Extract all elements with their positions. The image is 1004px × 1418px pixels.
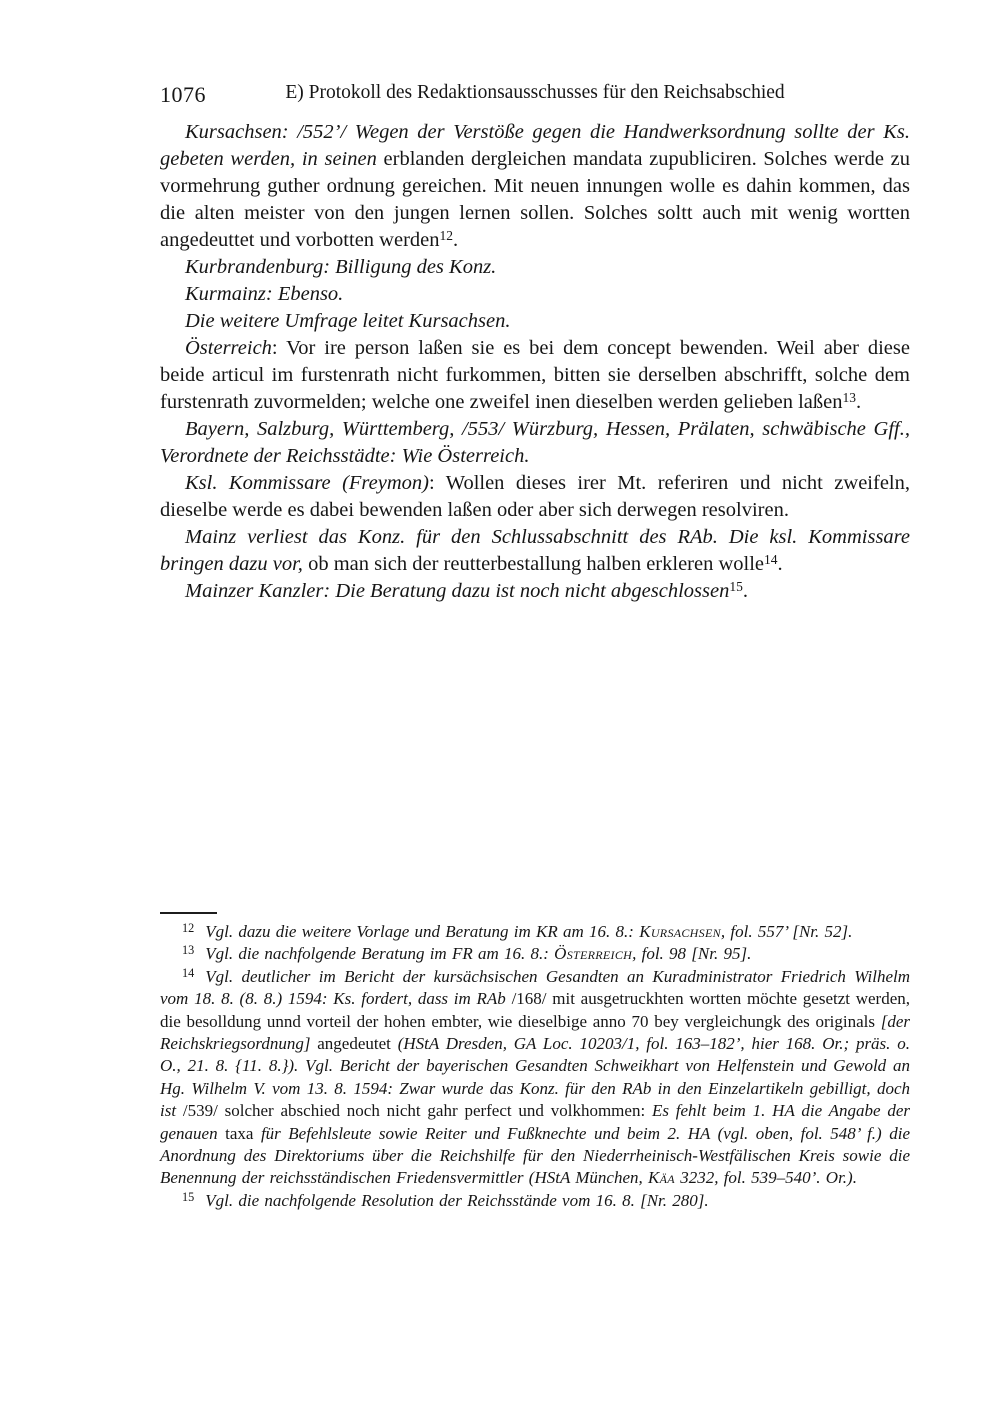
main-text-block (160, 119, 910, 605)
footnote-separator-rule (160, 912, 217, 914)
text-segment: . (777, 553, 783, 575)
text-segment: erblanden dergleichen mandata zupubliciren. Solches werde zu vormehrung guther ordnung gereichen. Mit neuen innungen wolle es dahin kommen, das die alten meister von den jungen lernen sollen. Solches soltt auch mit wenig wortten angedeuttet und vorbotten werden (160, 148, 910, 251)
running-head (160, 82, 910, 108)
footnote (160, 943, 910, 965)
text-segment: Die weitere Umfrage leitet Kursachsen. (185, 310, 511, 332)
footnote-list (160, 921, 910, 1212)
text-segment: Vgl. die nachfolgende Resolution der Reichsstände vom 16. 8. [Nr. 280]. (205, 1190, 709, 1210)
footnotes-section (160, 912, 910, 1212)
footnote (160, 966, 910, 1190)
footnote-ref: 15 (729, 578, 743, 594)
footnote-ref: 13 (842, 389, 856, 405)
text-segment: Ksl. Kommissare (Freymon) (185, 472, 429, 494)
body-paragraph (160, 281, 910, 308)
text-segment: . (855, 391, 862, 413)
text-segment: ob man sich der reutterbestallung halben erkleren wolle (308, 553, 765, 575)
text-segment: . (453, 229, 459, 251)
body-paragraph (160, 416, 910, 470)
footnote-number: 15 (182, 1189, 195, 1204)
body-paragraph (160, 578, 910, 605)
text-segment: Österreich (185, 337, 272, 359)
footnote (160, 921, 910, 943)
text-segment: Käa (648, 1168, 675, 1188)
footnote (160, 1190, 910, 1212)
text-segment: /539/ solcher abschied noch nicht gahr perfect und volkhommen: (182, 1101, 652, 1121)
text-segment: angedeutet (317, 1034, 398, 1054)
body-paragraph (160, 308, 910, 335)
text-segment: /168/ mit ausgetruckhten wortten möchte gesetzt werden, die besolldung unnd vorteil der hohen embter, wie dieselbige anno 70 bey vergleichungk des originals (160, 989, 910, 1031)
text-segment: Mainz verliest das Konz. für den Schlussabschnitt des RAb. Die ksl. Kommissare bringen dazu vor, (160, 526, 910, 575)
body-paragraph (160, 254, 910, 281)
text-segment: (HStA Dresden, GA Loc. 10203/1, fol. 163–182’, hier 168. Or.; präs. o. O., 21. 8. {11. 8.}). Vgl. Bericht der bayerischen Gesandten Schweikhart von Helfenstein und Gewold an Hg. Wilhelm V. vom 13. 8. 1594: Zwar wurde das Konz. für den RAb in den Einzelartikeln gebilligt, doch ist (160, 1034, 910, 1121)
text-segment: Vgl. dazu die weitere Vorlage und Beratung im KR am 16. 8.: (205, 922, 640, 941)
footnote-ref: 12 (439, 227, 454, 243)
footnote-ref: 14 (764, 551, 778, 567)
footnote-number: 12 (182, 920, 195, 935)
text-segment: Vgl. deutlicher im Bericht der kursächsischen Gesandten an Kuradministrator Friedrich Wilhelm vom 18. 8. (8. 8.) 1594: Ks. fordert, dass im RAb (160, 966, 910, 1009)
text-segment: , fol. 557’ [Nr. 52]. (720, 922, 853, 941)
text-segment: , fol. 98 [Nr. 95]. (632, 944, 752, 964)
text-segment: : Vor ire person laßen sie es bei dem concept bewenden. Weil aber diese beide articul im furstenrath nicht furkommen, bitten sie derselben abschrifft, solche dem furstenrath zuvormelden; welche one zweifel inen dieselben werden gelieben laßen (160, 337, 910, 413)
text-segment: Es fehlt beim 1. HA die Angabe der genauen (160, 1101, 910, 1143)
text-segment: : Wollen dieses irer Mt. referiren und nicht zweifeln, dieselbe werde es dabei bewenden laßen oder aber sich derwegen resolviren. (160, 472, 910, 521)
text-segment: Mainzer Kanzler: Die Beratung dazu ist noch nicht abgeschlossen (185, 580, 730, 602)
text-segment: . (742, 580, 748, 602)
body-paragraph (160, 335, 910, 416)
text-segment: Kursachsen: /552’/ Wegen der Verstöße gegen die Handwerksordnung sollte der Ks. gebeten werden, in seinen (160, 121, 910, 170)
text-segment: 3232, fol. 539–540’. Or.). (674, 1168, 857, 1188)
running-head-title: E) Protokoll des Redaktionsausschusses für den Reichsabschied (285, 82, 785, 103)
footnote-number: 14 (182, 965, 195, 980)
text-segment: Kurmainz: Ebenso. (185, 283, 344, 305)
text-segment: Österreich (554, 944, 633, 964)
text-segment: Kurbrandenburg: Billigung des Konz. (185, 256, 497, 278)
body-paragraph (160, 470, 910, 524)
text-segment: taxa (225, 1123, 261, 1143)
body-paragraph (160, 524, 910, 578)
footnote-number: 13 (182, 943, 195, 958)
text-segment: Bayern, Salzburg, Württemberg, /553/ Würzburg, Hessen, Prälaten, schwäbische Gff., Verordnete der Reichsstädte: Wie Österreich. (160, 418, 910, 467)
text-segment: Kursachsen (639, 922, 721, 941)
text-segment: Vgl. die nachfolgende Beratung im FR am 16. 8.: (205, 944, 555, 964)
text-segment: [der Reichskriegsordnung] (160, 1011, 910, 1054)
text-segment: für Befehlsleute sowie Reiter und Fußknechte und beim 2. HA (vgl. oben, fol. 548’ f.) die Anordnung des Direktoriums über die Reichshilfe für den Niederrheinisch-Westfälischen Kreis sowie die Benennung der reichsständischen Friedensvermittler (HStA München, (160, 1123, 910, 1188)
body-paragraph (160, 119, 910, 254)
page-number: 1076 (160, 82, 206, 107)
